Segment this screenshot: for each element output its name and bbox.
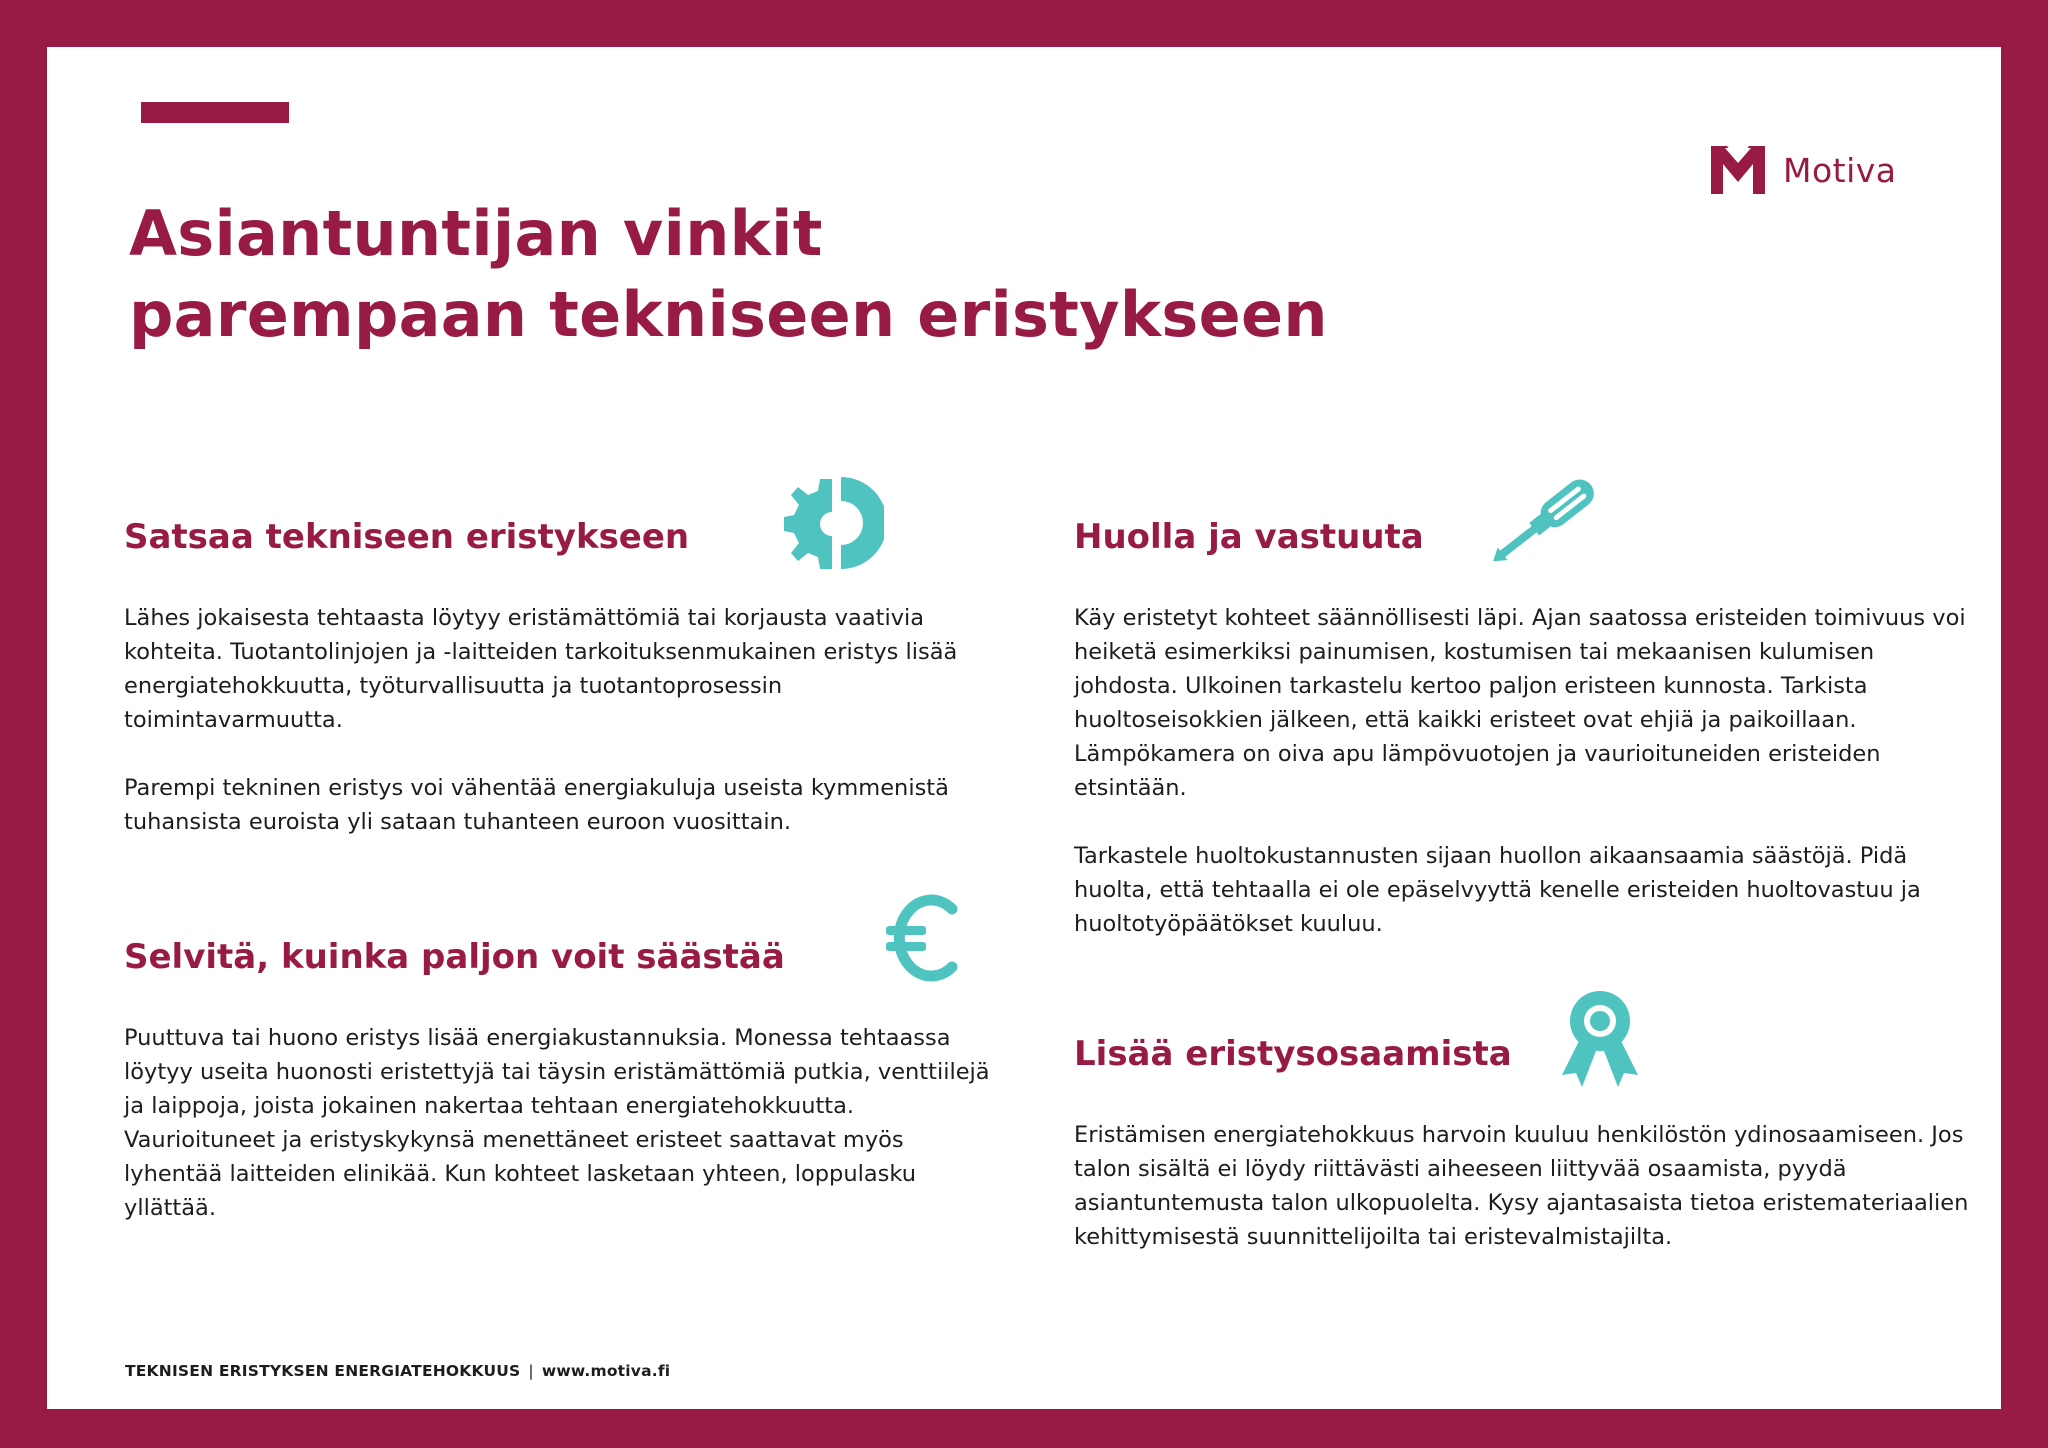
euro-icon xyxy=(886,893,958,983)
paragraph: Eristämisen energiatehokkuus harvoin kuuluu henkilöstön ydinosaamiseen. Jos talon sisältä ei löydy riittävästi aiheeseen liittyvää osaamista, pyydä asiantuntemusta talon ulkopuolelta. Kysy ajantasaista tietoa eristemateriaalien kehittymisestä suunnittelijoilta tai eristevalmistajilta. xyxy=(1074,1122,1969,1250)
section-heading: Huolla ja vastuuta xyxy=(1074,517,1424,557)
section-body xyxy=(124,601,1004,839)
document-page xyxy=(47,47,2001,1409)
section-maintenance xyxy=(1074,517,1974,941)
section-heading: Selvitä, kuinka paljon voit säästää xyxy=(124,937,785,977)
paragraph: Puuttuva tai huono eristys lisää energiakustannuksia. Monessa tehtaassa löytyy useita huonosti eristettyjä tai täysin eristämättömiä putkia, venttiilejä ja laippoja, joista jokainen nakertaa tehtaan energiatehokkuutta. Vaurioituneet ja eristyskykynsä menettäneet eristeet saattavat myös lyhentää laitteiden elinikää. Kun kohteet lasketaan yhteen, loppulasku yllättää. xyxy=(124,1025,990,1221)
footer-title: TEKNISEN ERISTYKSEN ENERGIATEHOKKUUS xyxy=(125,1362,521,1380)
section-body xyxy=(1074,601,1974,941)
section-invest xyxy=(124,517,1004,839)
footer xyxy=(125,1362,670,1380)
paragraph: Lähes jokaisesta tehtaasta löytyy eristämättömiä tai korjausta vaativia kohteita. Tuotantolinjojen ja -laitteiden tarkoituksenmukainen eristys lisää energiatehokkuutta, työturvallisuutta ja tuotantoprosessin toimintavarmuutta. xyxy=(124,605,958,733)
logo-text: Motiva xyxy=(1783,150,1897,190)
section-heading: Satsaa tekniseen eristykseen xyxy=(124,517,690,557)
page-title xyxy=(129,193,1328,355)
footer-separator: | xyxy=(528,1362,534,1380)
section-body xyxy=(1074,1118,1974,1254)
gear-icon xyxy=(784,473,884,573)
footer-link[interactable]: www.motiva.fi xyxy=(541,1362,671,1380)
section-expertise xyxy=(1074,1034,1974,1254)
award-ribbon-icon xyxy=(1562,989,1638,1089)
section-body xyxy=(124,1021,1004,1225)
section-savings xyxy=(124,937,1004,1225)
title-line-2: parempaan tekniseen eristykseen xyxy=(129,278,1328,351)
screwdriver-icon xyxy=(1480,467,1610,577)
paragraph: Tarkastele huoltokustannusten sijaan huollon aikaansaamia säästöjä. Pidä huolta, että tehtaalla ei ole epäselvyyttä kenelle eristeiden huoltovastuu ja huoltotyöpäätökset kuuluu. xyxy=(1074,843,1921,937)
motiva-logo-icon xyxy=(1711,146,1765,194)
motiva-logo xyxy=(1711,146,1897,194)
accent-bar xyxy=(141,102,289,123)
title-line-1: Asiantuntijan vinkit xyxy=(129,197,823,270)
paragraph: Parempi tekninen eristys voi vähentää energiakuluja useista kymmenistä tuhansista euroista yli sataan tuhanteen euroon vuosittain. xyxy=(124,775,949,835)
paragraph: Käy eristetyt kohteet säännöllisesti läpi. Ajan saatossa eristeiden toimivuus voi heiketä esimerkiksi painumisen, kostumisen tai mekaanisen kulumisen johdosta. Ulkoinen tarkastelu kertoo paljon eristeen kunnosta. Tarkista huoltoseisokkien jälkeen, että kaikki eristeet ovat ehjiä ja paikoillaan. Lämpökamera on oiva apu lämpövuotojen ja vaurioituneiden eristeiden etsintään. xyxy=(1074,605,1966,801)
section-heading: Lisää eristysosaamista xyxy=(1074,1034,1512,1074)
